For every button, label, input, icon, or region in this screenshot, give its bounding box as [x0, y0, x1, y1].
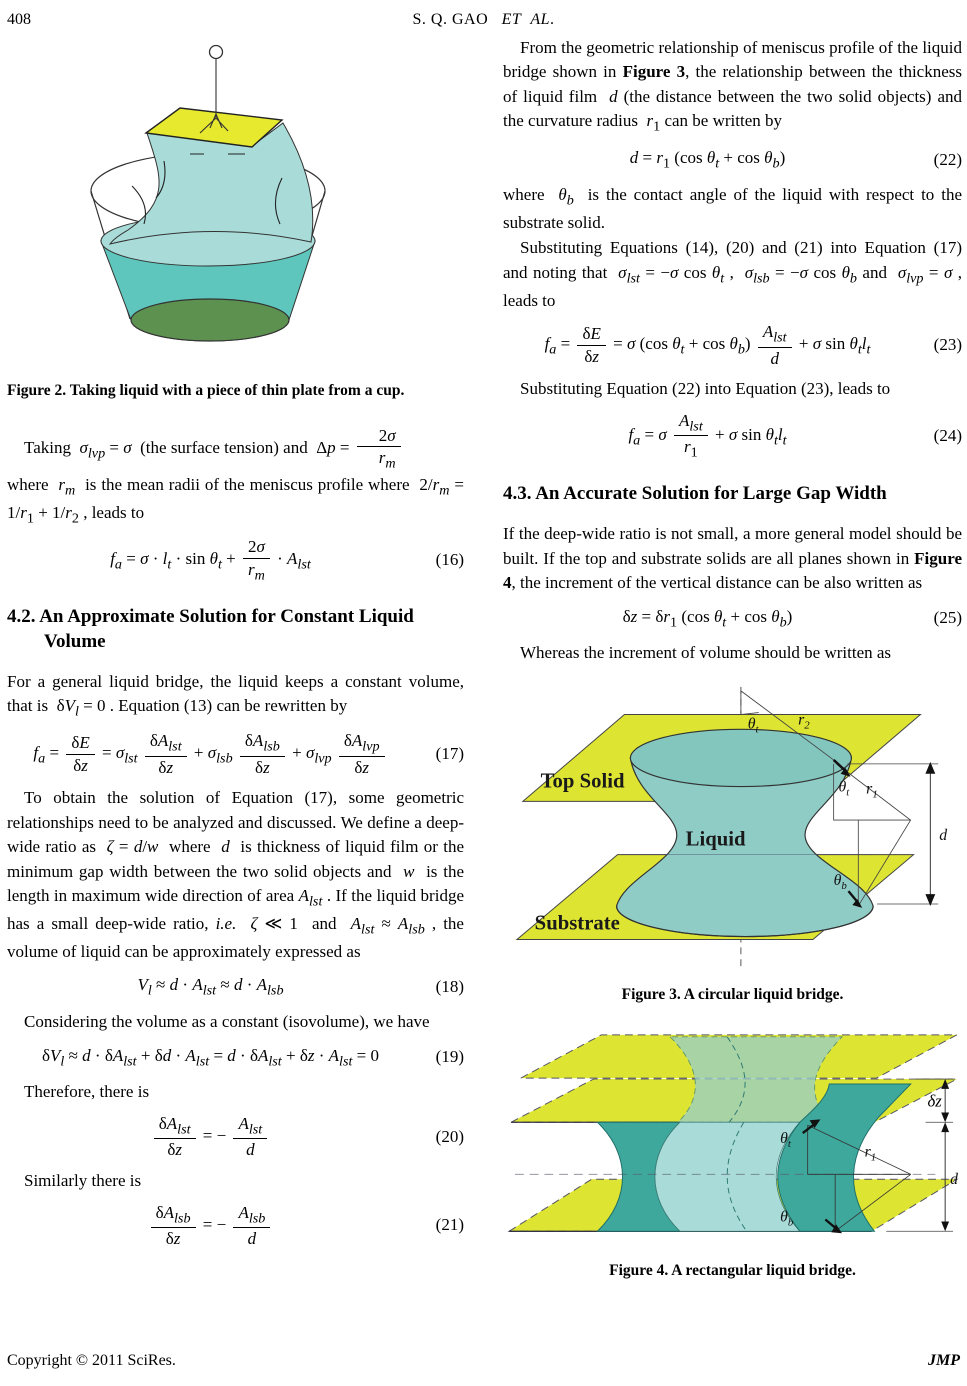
section-heading-4-3: 4.3. An Accurate Solution for Large Gap Width [503, 483, 887, 505]
label-d: d [950, 1171, 958, 1189]
equation-16: $f_a = \sigma \cdot l_t \cdot \sin \theta_t$ + $\frac{2\sigma}{r_m}$ · $A_{lst}$ (16) [110, 537, 464, 584]
equation-number: (24) [933, 425, 962, 445]
equation-number: (18) [435, 976, 464, 996]
left-column [7, 36, 464, 1258]
label-theta-t: $\theta_t$ [780, 1130, 791, 1151]
figure-2 [7, 36, 464, 375]
label-top-solid: Top Solid [540, 770, 625, 793]
paragraph-similarly: Similarly there is [24, 1171, 142, 1191]
footer-journal: JMP [928, 1351, 960, 1369]
paragraph-substituting-2: Substituting Equation (22) into Equation (23), leads to [520, 379, 891, 399]
label-r1: $r_1$ [864, 1144, 877, 1165]
label-substrate: Substrate [534, 912, 620, 935]
paragraph-where-rm: where $r_m$ is the mean radii of the meniscus profile where $2/r_m = 1/r_1 + 1/r_2$ , leads to [7, 474, 464, 527]
equation-25: $\delta z = \delta r_1$ (cos $\theta_t + \cos \theta_b$) (25) [622, 606, 962, 630]
equation-number: (22) [933, 149, 962, 169]
figure-3-caption: Figure 3. A circular liquid bridge. [621, 986, 844, 1004]
paragraph-if-deepwide: If the deep-wide ratio is not small, a more general model should be built. If the top and substrate solids are all planes shown in Figure 4, the increment of the vertical distance can be also written as [503, 524, 962, 593]
section-heading-4-2: 4.2. An Approximate Solution for Constant Liquid Volume [7, 605, 414, 652]
page-number: 408 [7, 11, 31, 28]
paragraph-general-bridge: For a general liquid bridge, the liquid keeps a constant volume, that is $\delta V_l = 0$ . Equation (13) can be rewritten by [7, 671, 464, 720]
d-arrow-top [941, 1123, 949, 1133]
equation-number: (19) [435, 1047, 464, 1067]
equation-number: (17) [435, 743, 464, 763]
label-d: d [938, 826, 947, 844]
equation-number: (20) [435, 1126, 464, 1146]
footer-copyright: Copyright © 2011 SciRes. [7, 1351, 176, 1369]
equation-number: (23) [933, 334, 962, 354]
d-arrow-bottom [941, 1222, 949, 1232]
paragraph-whereas: Whereas the increment of volume should be written as [520, 643, 892, 663]
equation-21: $\frac{\delta A_{lsb}}{\delta z}$ = − $\frac{A_{lsb}}{d}$ (21) [7, 1203, 464, 1249]
label-r1: $r_1$ [865, 780, 878, 801]
wire-ring [209, 46, 222, 59]
right-column [503, 36, 962, 1281]
liquid-top-ellipse [630, 729, 851, 786]
paragraph-obtain-solution: To obtain the solution of Equation (17), some geometric relationships need to be analyzed and discussed. We define a deep-wide ratio as ζ = d/w where d is thickness of liquid film or the minimum gap width between the two solid objects and w is the length in maximum wide direction of area $A_{lst}$ . If the liquid bridge has a small deep-wide ratio, i.e. ζ ≪ 1 and $A_{lst} \approx A_{lsb}$ , the volume of liquid can be approximately expressed as [7, 788, 465, 961]
inline-fraction: $\frac{2\sigma}{r_m}$ [357, 426, 401, 472]
figure-3-illustration [511, 684, 955, 972]
label-theta-b: $\theta_b$ [833, 872, 847, 893]
equation-number: (25) [933, 608, 962, 628]
paragraph-taking: Taking $\sigma_{lvp} = \sigma$ (the surface tension) and Δp = $\frac{2\sigma}{r_m}$ [7, 426, 464, 472]
running-title: S. Q. GAO ET AL. [412, 11, 555, 28]
paragraph-therefore: Therefore, there is [24, 1082, 150, 1102]
label-theta-t-apex: $\theta_t$ [747, 715, 759, 736]
equation-number: (21) [435, 1215, 464, 1235]
dz-arrow-bottom [941, 1113, 949, 1123]
equation-22: $d = r_1$ (cos $\theta_t + \cos \theta_b$) (22) [629, 148, 962, 172]
figure-4 [503, 1027, 962, 1254]
paragraph-where-thetab: where $\theta_b$ is the contact angle of the liquid with respect to the substrate solid. [503, 185, 962, 232]
paragraph-substituting-1: Substituting Equations (14), (20) and (21) into Equation (17) and noting that $\sigma_{lst} = -\sigma$ $\cos \theta_t$ , $\sigma_{lsb} = -\sigma$ $\cos \theta_b$ and $\sigma_{lvp} = \sigma$ , leads to [503, 238, 962, 310]
figure-4-illustration [503, 1027, 965, 1247]
figure-3 [503, 684, 962, 979]
figure-2-caption: Figure 2. Taking liquid with a piece of thin plate from a cup. [7, 382, 405, 400]
equation-23: $f_a$ = $\frac{\delta E}{\delta z}$ = σ (cos $\theta_t + \cos \theta_b$) $\frac{A_{lst}}{d}$ + σ $\sin \theta_tl_t$ (23) [544, 322, 962, 368]
paragraph-from-geometric: From the geometric relationship of meniscus profile of the liquid bridge shown in Figure 3, the relationship between the thickness of liquid film d (the distance between the two solid objects) and the curvature radius $r_1$ can be written by [503, 38, 962, 135]
label-r2: $r_2$ [797, 711, 810, 732]
equation-24: $f_a = \sigma$ $\frac{A_{lst}}{r_1}$ + σ $\sin \theta_tl_t$ (24) [628, 410, 962, 461]
equation-19: $\delta V_l \approx d \cdot \delta A_{lst} + \delta d \cdot A_{lst} = d \cdot \delta A_{lst} + \delta z \cdot A_{lst} = 0$ (19) [41, 1045, 464, 1069]
figure-2-illustration [68, 36, 404, 368]
label-theta-b: $\theta_b$ [780, 1208, 794, 1229]
figure-4-caption: Figure 4. A rectangular liquid bridge. [609, 1261, 856, 1279]
paragraph-considering: Considering the volume as a constant (isovolume), we have [24, 1012, 430, 1032]
label-liquid: Liquid [685, 828, 746, 851]
equation-20: $\frac{\delta A_{lst}}{\delta z}$ = − $\frac{A_{lst}}{d}$ (20) [7, 1114, 464, 1160]
apex-triangle [740, 691, 758, 715]
equation-18: $V_l \approx d \cdot A_{lst} \approx d \cdot A_{lsb}$ (18) [137, 975, 464, 999]
equation-number: (16) [435, 550, 464, 570]
cup-bottom [131, 299, 289, 341]
label-theta-t-contact: $\theta_t$ [838, 778, 849, 799]
label-dz: δz [927, 1091, 942, 1111]
equation-17: $f_a$ = $\frac{\delta E}{\delta z}$ = $\sigma_{lst}$ $\frac{\delta A_{lst}}{\delta z}$ + $\sigma_{lsb}$ $\frac{\delta A_{lsb}}{\delta z}$ + $\sigma_{lvp}$ $\frac{\delta A_{lvp}}{\delta z}$ (17) [33, 731, 464, 777]
